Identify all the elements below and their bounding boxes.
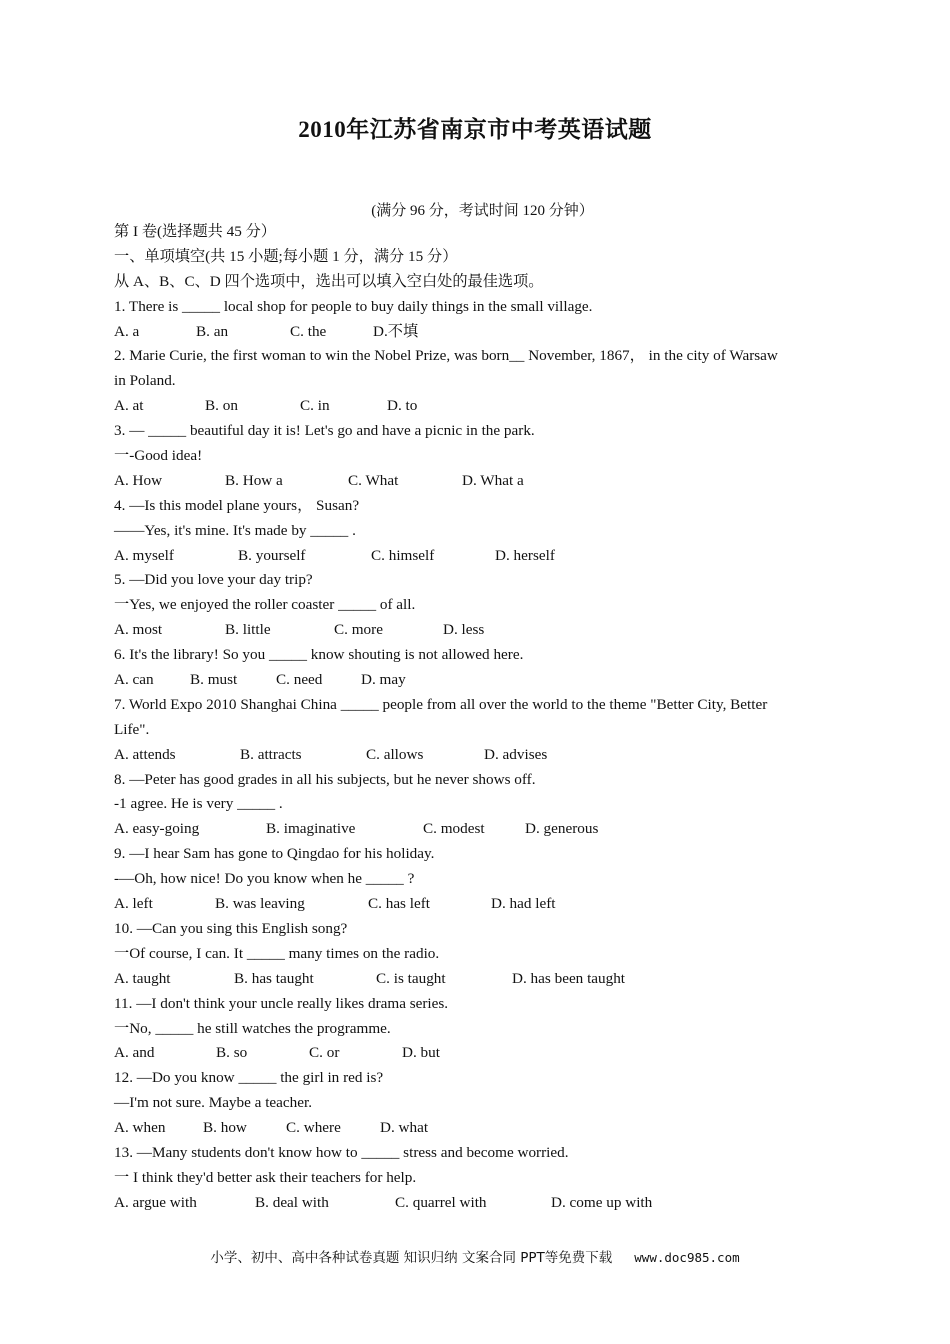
answer-option[interactable]: C. What [348, 471, 399, 489]
page-title: 2010年江苏省南京市中考英语试题 [298, 117, 652, 142]
answer-options [114, 1041, 874, 1066]
question-item [114, 1141, 874, 1216]
question-line: 一-Good idea! [114, 447, 203, 465]
answer-option[interactable]: C. is taught [376, 969, 446, 987]
answer-option[interactable]: B. how [203, 1119, 247, 1137]
answer-option[interactable]: B. yourself [238, 546, 306, 564]
answer-option[interactable]: C. himself [371, 546, 435, 564]
question-stem: 8. —Peter has good grades in all his subjects, but he never shows off. [114, 770, 536, 788]
volume-heading: 第 I 卷(选择题共 45 分） [114, 223, 276, 240]
answer-option[interactable]: C. in [300, 397, 330, 415]
answer-option[interactable]: B. so [216, 1044, 248, 1062]
answer-option[interactable]: A. attends [114, 745, 176, 763]
question-stem: 3. — _____ beautiful day it is! Let's go and have a picnic in the park. [114, 422, 535, 440]
answer-options [114, 967, 874, 992]
exam-body [114, 220, 874, 1216]
answer-option[interactable]: B. an [196, 322, 229, 340]
question-stem: 10. —Can you sing this English song? [114, 919, 348, 937]
question-stem: 2. Marie Curie, the first woman to win the Nobel Prize, was born__ November, 1867， in the city of Warsaw [114, 347, 778, 365]
answer-option[interactable]: A. at [114, 397, 144, 415]
answer-option[interactable]: A. How [114, 471, 163, 489]
page-footer [0, 1246, 950, 1266]
answer-options [114, 394, 874, 419]
answer-option[interactable]: C. where [286, 1119, 341, 1137]
question-stem: 6. It's the library! So you _____ know shouting is not allowed here. [114, 646, 524, 664]
answer-option[interactable]: D.不填 [373, 322, 419, 340]
question-line: in Poland. [114, 372, 176, 390]
answer-options [114, 469, 874, 494]
answer-option[interactable]: B. How a [225, 471, 283, 489]
answer-option[interactable]: C. need [276, 671, 323, 689]
question-line: —I'm not sure. Maybe a teacher. [114, 1094, 312, 1112]
answer-options [114, 743, 874, 768]
answer-options [114, 668, 874, 693]
question-item [114, 842, 874, 917]
answer-option[interactable]: A. most [114, 621, 163, 639]
question-stem: 9. —I hear Sam has gone to Qingdao for his holiday. [114, 845, 435, 863]
answer-option[interactable]: B. on [205, 397, 238, 415]
question-line: ——Yes, it's mine. It's made by _____ . [114, 521, 356, 539]
answer-option[interactable]: B. was leaving [215, 895, 305, 913]
answer-option[interactable]: B. little [225, 621, 271, 639]
answer-options [114, 892, 874, 917]
answer-option[interactable]: D. What a [462, 471, 524, 489]
answer-option[interactable]: B. attracts [240, 745, 302, 763]
answer-option[interactable]: A. argue with [114, 1193, 197, 1211]
question-line: 一 I think they'd better ask their teachers for help. [114, 1168, 417, 1186]
question-item [114, 419, 874, 494]
question-line: 一Of course, I can. It _____ many times on the radio. [114, 944, 440, 962]
question-line: Life". [114, 720, 150, 738]
answer-options [114, 817, 874, 842]
question-stem: 12. —Do you know _____ the girl in red is? [114, 1069, 384, 1087]
answer-option[interactable]: A. taught [114, 969, 171, 987]
question-line: -—Oh, how nice! Do you know when he _____ ? [114, 870, 415, 888]
question-line: 一No, _____ he still watches the programme. [114, 1019, 391, 1037]
answer-option[interactable]: D. less [443, 621, 485, 639]
answer-options [114, 1191, 874, 1216]
question-item [114, 1066, 874, 1141]
question-item [114, 917, 874, 992]
answer-option[interactable]: D. had left [491, 895, 556, 913]
answer-option[interactable]: D. advises [484, 745, 548, 763]
answer-options [114, 544, 874, 569]
question-item [114, 568, 874, 643]
answer-options [114, 1116, 874, 1141]
answer-option[interactable]: C. modest [423, 820, 485, 838]
answer-option[interactable]: A. a [114, 322, 140, 340]
answer-options [114, 618, 874, 643]
answer-option[interactable]: C. quarrel with [395, 1193, 487, 1211]
answer-option[interactable]: A. and [114, 1044, 155, 1062]
answer-option[interactable]: B. must [190, 671, 238, 689]
answer-option[interactable]: A. can [114, 671, 154, 689]
answer-option[interactable]: A. when [114, 1119, 166, 1137]
answer-option[interactable]: B. imaginative [266, 820, 356, 838]
answer-option[interactable]: C. more [334, 621, 383, 639]
answer-options [114, 320, 874, 345]
question-item [114, 494, 874, 569]
answer-option[interactable]: D. has been taught [512, 969, 626, 987]
exam-info: (满分 96 分，考试时间 120 分钟） [371, 203, 594, 219]
question-stem: 11. —I don't think your uncle really likes drama series. [114, 994, 449, 1012]
answer-option[interactable]: C. or [309, 1044, 340, 1062]
answer-option[interactable]: D. what [380, 1119, 429, 1137]
question-stem: 7. World Expo 2010 Shanghai China _____ people from all over the world to the theme "Better City, Better [114, 695, 768, 713]
answer-option[interactable]: D. to [387, 397, 418, 415]
question-stem: 4. —Is this model plane yours， Susan? [114, 496, 360, 514]
question-stem: 1. There is _____ local shop for people to buy daily things in the small village. [114, 297, 593, 315]
answer-option[interactable]: D. may [361, 671, 406, 689]
question-item [114, 693, 874, 768]
footer-url[interactable]: www.doc985.com [634, 1250, 740, 1265]
answer-option[interactable]: A. left [114, 895, 153, 913]
question-item [114, 295, 874, 345]
answer-option[interactable]: C. allows [366, 745, 424, 763]
question-item [114, 344, 874, 419]
answer-option[interactable]: B. deal with [255, 1193, 329, 1211]
answer-option[interactable]: D. herself [495, 546, 555, 564]
question-line: 一Yes, we enjoyed the roller coaster _____ of all. [114, 596, 416, 614]
answer-option[interactable]: B. has taught [234, 969, 314, 987]
question-item [114, 643, 874, 693]
question-stem: 5. —Did you love your day trip? [114, 571, 313, 589]
part-heading: 一、单项填空(共 15 小题;每小题 1 分，满分 15 分） [114, 247, 458, 265]
footer-text: 小学、初中、高中各种试卷真题 知识归纳 文案合同 PPT等免费下载 [210, 1250, 613, 1266]
question-item [114, 768, 874, 843]
question-item [114, 992, 874, 1067]
answer-option[interactable]: A. myself [114, 546, 174, 564]
question-stem: 13. —Many students don't know how to _____ stress and become worried. [114, 1143, 569, 1161]
question-list [114, 295, 874, 1216]
answer-option[interactable]: D. generous [525, 820, 599, 838]
instruction-text: 从 A、B、C、D 四个选项中，选出可以填入空白处的最佳选项。 [114, 272, 544, 290]
answer-option[interactable]: A. easy-going [114, 820, 200, 838]
answer-option[interactable]: C. the [290, 322, 327, 340]
question-line: -1 agree. He is very _____ . [114, 795, 283, 813]
answer-option[interactable]: C. has left [368, 895, 431, 913]
answer-option[interactable]: D. come up with [551, 1193, 653, 1211]
answer-option[interactable]: D. but [402, 1044, 440, 1062]
